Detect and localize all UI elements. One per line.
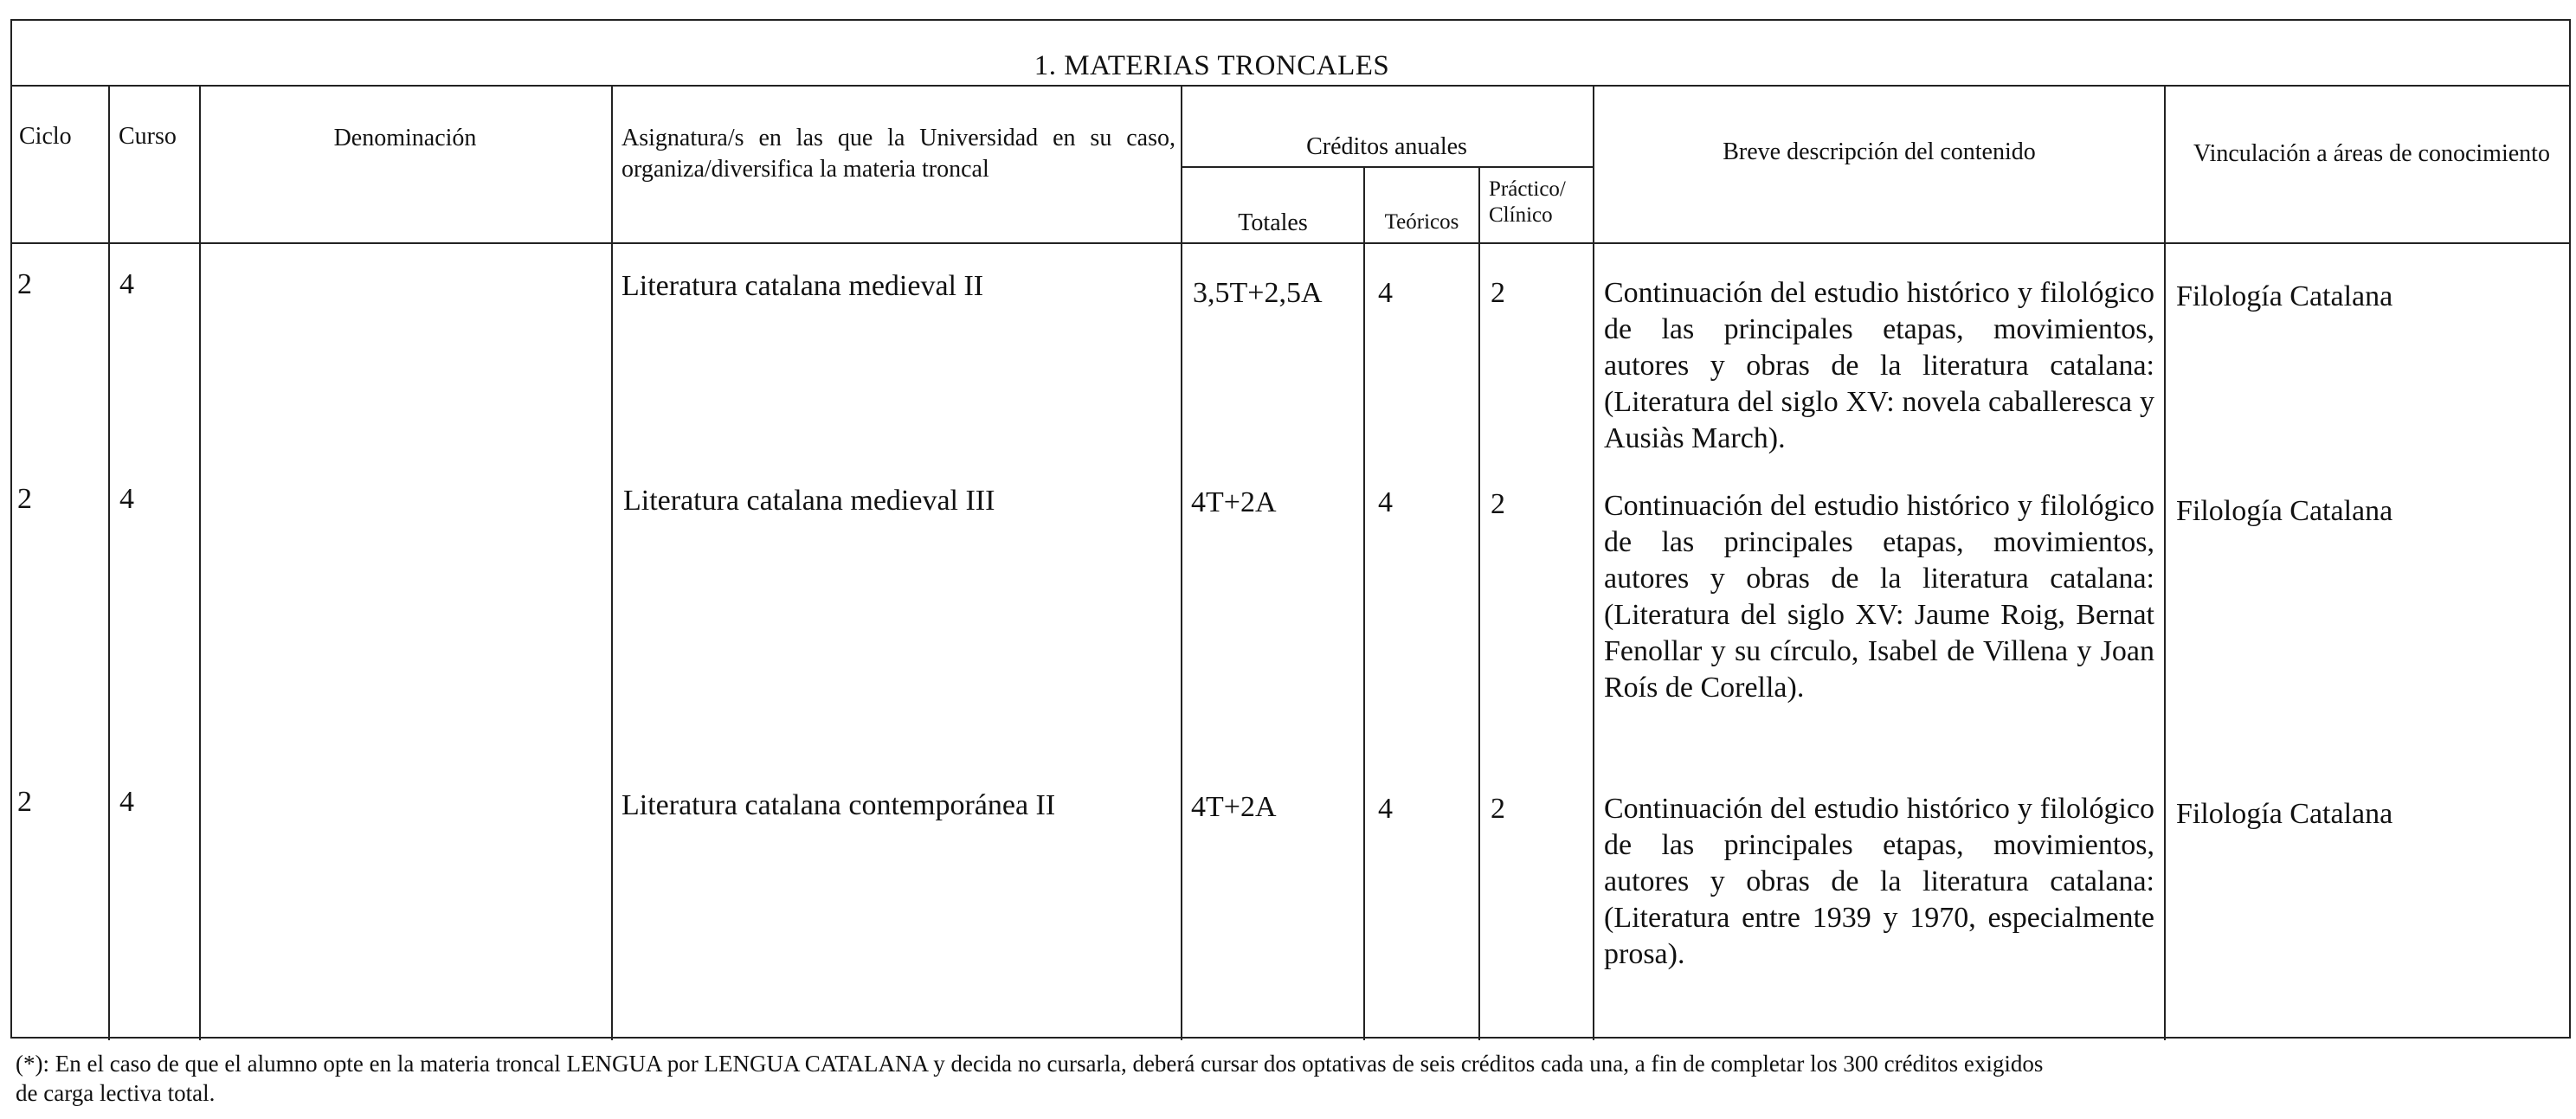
cell-asignatura: Literatura catalana medieval II: [621, 270, 984, 302]
cell-descripcion: Continuación del estudio histórico y filológico de las principales etapas, movimientos, autores y obras de la literatura catalana: (Literatura del siglo XV: Jaume Roig, Bernat Fenollar y su círculo, Isabel de Villena y Joan Roís de Corella).: [1604, 490, 2154, 704]
cell-ciclo: 2: [17, 483, 32, 515]
cell-teoricos: 4: [1378, 277, 1393, 309]
cell-practico: 2: [1491, 488, 1505, 520]
header-vinculacion: Vinculación a áreas de conocimiento: [2193, 140, 2550, 167]
footnote-line-2: de carga lectiva total.: [16, 1080, 216, 1106]
cell-ciclo: 2: [17, 786, 32, 818]
cell-totales: 3,5T+2,5A: [1193, 277, 1323, 309]
header-curso: Curso: [119, 123, 177, 150]
header-teoricos: Teóricos: [1384, 210, 1459, 234]
cell-teoricos: 4: [1378, 793, 1393, 825]
cell-descripcion: Continuación del estudio histórico y filológico de las principales etapas, movimientos, autores y obras de la literatura catalana: (Literatura entre 1939 y 1970, especialmente prosa).: [1604, 793, 2154, 970]
rule-under-title: [10, 85, 2571, 87]
col-divider-7: [1593, 85, 1594, 1040]
cell-practico: 2: [1491, 793, 1505, 825]
col-divider-6: [1478, 166, 1480, 1040]
footnote-line-1: (*): En el caso de que el alumno opte en la materia troncal LENGUA por LENGUA CATALANA y decida no cursarla, deberá cursar dos optativas de seis créditos cada una, a fin de completar los 300 créditos exigidos: [16, 1051, 2044, 1077]
cell-asignatura: Literatura catalana medieval III: [623, 485, 995, 517]
cell-teoricos: 4: [1378, 486, 1393, 518]
cell-curso: 4: [119, 483, 134, 515]
header-asignaturas: Asignatura/s en las que la Universidad en su caso, organiza/diversifica la materia troncal: [621, 125, 1175, 183]
cell-curso: 4: [119, 268, 134, 300]
header-descripcion: Breve descripción del contenido: [1723, 138, 2036, 165]
header-totales: Totales: [1238, 209, 1308, 236]
cell-descripcion: Continuación del estudio histórico y filológico de las principales etapas, movimientos, autores y obras de la literatura catalana: (Literatura del siglo XV: novela caballeresca y Ausiàs March).: [1604, 277, 2154, 454]
header-ciclo: Ciclo: [19, 123, 72, 150]
rule-under-header: [10, 242, 2571, 244]
cell-vinculacion: Filología Catalana: [2176, 798, 2393, 830]
cell-ciclo: 2: [17, 268, 32, 300]
header-practico-clinico: Práctico/ Clínico: [1489, 177, 1566, 227]
cell-curso: 4: [119, 786, 134, 818]
col-divider-8: [2164, 85, 2166, 1040]
cell-totales: 4T+2A: [1191, 791, 1277, 823]
col-divider-2: [199, 85, 201, 1040]
cell-totales: 4T+2A: [1191, 486, 1277, 518]
cell-asignatura: Literatura catalana contemporánea II: [621, 789, 1056, 821]
cell-vinculacion: Filología Catalana: [2176, 280, 2393, 312]
table-title: 1. MATERIAS TRONCALES: [1034, 50, 1390, 81]
cell-vinculacion: Filología Catalana: [2176, 495, 2393, 527]
cell-practico: 2: [1491, 277, 1505, 309]
col-divider-1: [108, 85, 110, 1040]
col-divider-5: [1363, 166, 1365, 1040]
header-creditos-anuales: Créditos anuales: [1306, 133, 1467, 160]
rule-under-creditos: [1181, 166, 1593, 168]
header-denominacion: Denominación: [333, 125, 477, 151]
col-divider-3: [611, 85, 613, 1040]
